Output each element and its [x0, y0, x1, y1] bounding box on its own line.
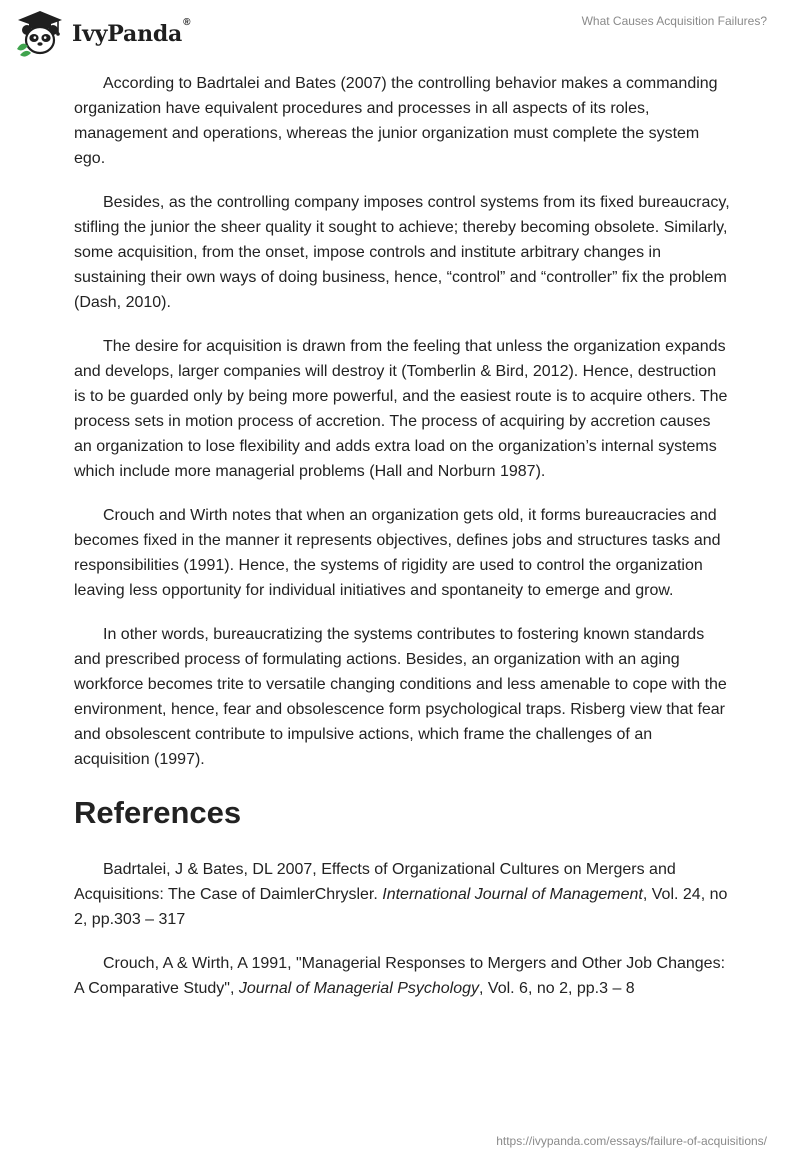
- page-header: [0, 0, 800, 64]
- brand-name: IvyPanda®: [72, 17, 191, 47]
- panda-graduate-icon: [14, 9, 66, 57]
- essay-body: [74, 71, 730, 1020]
- reference-text: , Vol. 6, no 2, pp.3 – 8: [479, 980, 635, 997]
- reference-entry: [74, 857, 730, 932]
- journal-title: Journal of Managerial Psychology: [238, 980, 480, 997]
- ivypanda-logo[interactable]: [14, 9, 190, 57]
- references-heading: References: [74, 795, 242, 830]
- source-url[interactable]: https://ivypanda.com/essays/failure-of-acquisitions/: [496, 1134, 767, 1148]
- document-title: What Causes Acquisition Failures?: [581, 14, 767, 28]
- body-paragraph: According to Badrtalei and Bates (2007) the controlling behavior makes a commanding organization have equivalent procedures and processes in all aspects of its roles, management and operations, whereas the junior organization must complete the system ego.: [74, 75, 718, 167]
- registered-mark: ®: [183, 17, 191, 28]
- reference-text: , Vol. 24, no 2, pp.303 – 317: [74, 886, 728, 928]
- body-paragraph: In other words, bureaucratizing the systems contributes to fostering known standards and prescribed process of formulating actions. Besides, an organization with an aging workforce becomes trite to versatile changing conditions and less amenable to cope with the environment, hence, fear and obsolescence form psychological traps. Risberg view that fear and obsolescent contribute to impulsive actions, which frame the challenges of an acquisition (1997).: [74, 626, 727, 768]
- reference-text: Crouch, A & Wirth, A 1991, "Managerial Responses to Mergers and Other Job Changes: A Comparative Study",: [74, 955, 726, 997]
- body-paragraph: Besides, as the controlling company imposes control systems from its fixed bureaucracy, stifling the junior the sheer quality it sought to achieve; thereby becoming obsolete. Similarly, some acquisition, from the onset, impose controls and institute arbitrary changes in sustaining their own ways of doing business, hence, “control” and “controller” fix the problem (Dash, 2010).: [74, 194, 730, 311]
- reference-text: Badrtalei, J & Bates, DL 2007, Effects of Organizational Cultures on Mergers and Acquisitions: The Case of DaimlerChrysler.: [74, 861, 676, 903]
- reference-entry: [74, 951, 730, 1001]
- journal-title: International Journal of Management: [382, 886, 643, 903]
- body-paragraph: The desire for acquisition is drawn from the feeling that unless the organization expands and develops, larger companies will destroy it (Tomberlin & Bird, 2012). Hence, destruction is to be guarded only by being more powerful, and the easiest route is to acquire others. The process sets in motion process of accretion. The process of acquiring by accretion causes an organization to lose flexibility and adds extra load on the organization’s internal systems which include more managerial problems (Hall and Norburn 1987).: [74, 338, 728, 480]
- body-paragraph: Crouch and Wirth notes that when an organization gets old, it forms bureaucracies and becomes fixed in the manner it represents objectives, defines jobs and structures tasks and responsibilities (1991). Hence, the systems of rigidity are used to control the organization leaving less opportunity for individual initiatives and spontaneity to emerge and grow.: [74, 507, 721, 599]
